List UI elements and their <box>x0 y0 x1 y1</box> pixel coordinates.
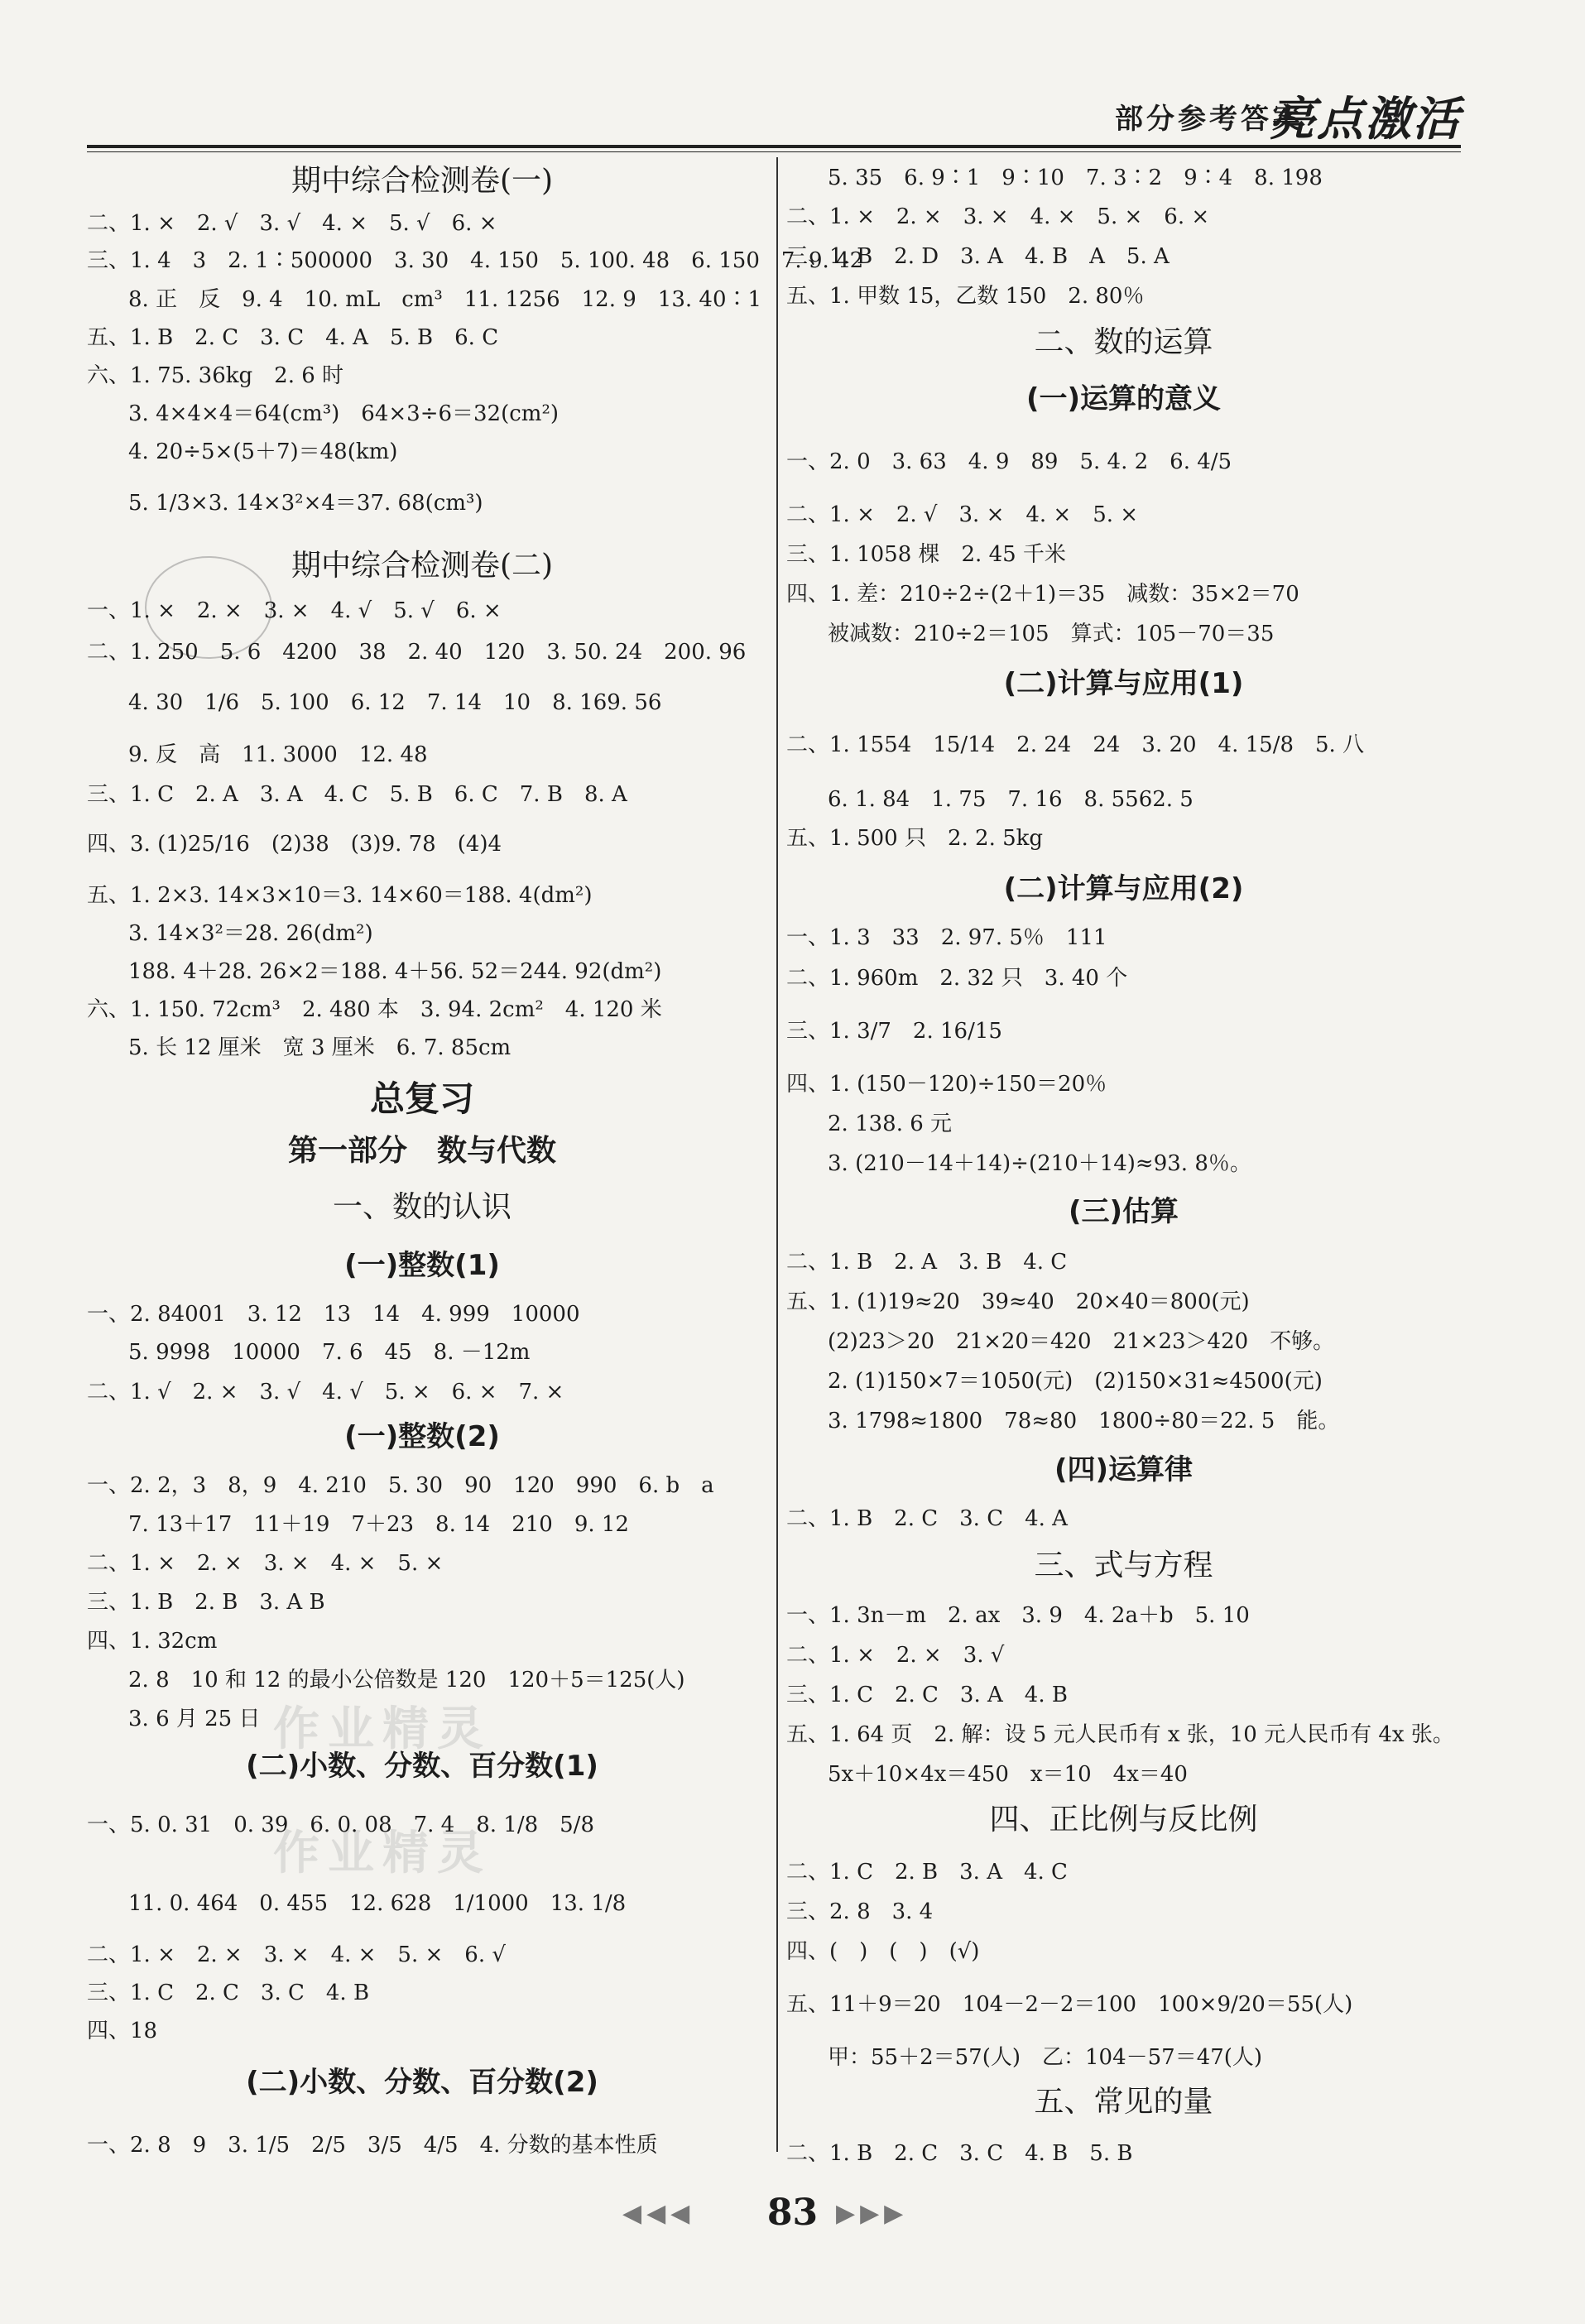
answer-line: 一、1. 3n－m 2. ax 3. 9 4. 2a＋b 5. 10 <box>786 1603 1250 1628</box>
answer-line: 6. 1. 84 1. 75 7. 16 8. 5562. 5 <box>828 787 1194 812</box>
section-title: 期中综合检测卷(二) <box>291 549 554 583</box>
answer-line: 甲：55＋2＝57(人) 乙：104－57＝47(人) <box>828 2045 1263 2070</box>
answer-line: 三、1. C 2. C 3. A 4. B <box>786 1683 1068 1707</box>
answer-line: 二、1. × 2. √ 3. × 4. × 5. × <box>786 502 1139 527</box>
answer-line: 一、1. × 2. × 3. × 4. √ 5. √ 6. × <box>87 598 502 623</box>
answer-line: 三、1. C 2. C 3. C 4. B <box>87 1981 370 2005</box>
answer-line: 五、11＋9＝20 104－2－2＝100 100×9/20＝55(人) <box>786 1992 1353 2017</box>
answer-line: 二、1. 960m 2. 32 只 3. 40 个 <box>786 966 1128 991</box>
section-title: 期中综合检测卷(一) <box>291 164 554 198</box>
answer-line: 五、1. 500 只 2. 2. 5kg <box>786 826 1044 851</box>
watermark: 作业精灵 <box>273 1702 492 1756</box>
answer-line: 5. 1/3×3. 14×3²×4＝37. 68(cm³) <box>128 491 483 516</box>
watermark: 作业精灵 <box>273 1826 492 1880</box>
answer-line: 四、1. 差：210÷2÷(2＋1)＝35 减数：35×2＝70 <box>786 582 1299 607</box>
answer-line: 二、1. × 2. × 3. × 4. × 5. × 6. √ <box>87 1942 506 1967</box>
answer-line: 六、1. 150. 72cm³ 2. 480 本 3. 94. 2cm² 4. 120 米 <box>87 997 662 1022</box>
answer-line: 二、1. × 2. × 3. × 4. × 5. × 6. × <box>786 204 1210 229</box>
answer-line: 一、2. 0 3. 63 4. 9 89 5. 4. 2 6. 4/5 <box>786 449 1232 474</box>
answer-line: 一、2. 84001 3. 12 13 14 4. 999 10000 <box>87 1302 580 1327</box>
answer-line: 五、1. 2×3. 14×3×10＝3. 14×60＝188. 4(dm²) <box>87 883 593 908</box>
answer-line: 五、1. 64 页 2. 解：设 5 元人民币有 x 张，10 元人民币有 4x 张。 <box>786 1722 1454 1747</box>
answer-line: 二、1. 250 5. 6 4200 38 2. 40 120 3. 50. 24 200. 96 <box>87 640 747 665</box>
answer-line: 四、( ) ( ) (√) <box>786 1939 980 1964</box>
answer-line: 二、1. × 2. × 3. × 4. × 5. × <box>87 1551 444 1576</box>
answer-line: 5x＋10×4x＝450 x＝10 4x＝40 <box>828 1762 1188 1787</box>
answer-line: 五、1. 甲数 15，乙数 150 2. 80％ <box>786 284 1145 309</box>
answer-line: 8. 正 反 9. 4 10. mL cm³ 11. 1256 12. 9 13. 40∶1 <box>128 287 762 312</box>
chapter-title: 五、常见的量 <box>1034 2085 1213 2119</box>
answer-line: 3. (210－14＋14)÷(210＋14)≈93. 8％。 <box>828 1151 1251 1176</box>
subsection-title: (四)运算律 <box>1054 1453 1194 1486</box>
page-header <box>87 83 1461 149</box>
answer-line: 一、5. 0. 31 0. 39 6. 0. 08 7. 4 8. 1/8 5/8 <box>87 1813 594 1837</box>
header-rule-thin <box>87 151 1461 152</box>
answer-line: 二、1. C 2. B 3. A 4. C <box>786 1860 1068 1885</box>
answer-line: 5. 长 12 厘米 宽 3 厘米 6. 7. 85cm <box>128 1035 512 1060</box>
review-title: 总复习 <box>369 1078 474 1119</box>
answer-line: 3. 14×3²＝28. 26(dm²) <box>128 921 373 946</box>
header-title: 部分参考答案 <box>1115 103 1304 136</box>
answer-line: 7. 13＋17 11＋19 7＋23 8. 14 210 9. 12 <box>128 1512 629 1537</box>
answer-line: 3. 1798≈1800 78≈80 1800÷80＝22. 5 能。 <box>828 1409 1340 1433</box>
answer-line: 一、2. 8 9 3. 1/5 2/5 3/5 4/5 4. 分数的基本性质 <box>87 2133 658 2158</box>
answer-line: 一、1. 3 33 2. 97. 5％ 111 <box>786 925 1107 950</box>
header-rule <box>87 145 1461 148</box>
answer-line: 三、1. 3/7 2. 16/15 <box>786 1019 1002 1044</box>
answer-line: 3. 6 月 25 日 <box>128 1707 261 1731</box>
answer-line: 188. 4＋28. 26×2＝188. 4＋56. 52＝244. 92(dm²) <box>128 959 662 984</box>
subsection-title: (二)计算与应用(2) <box>1003 872 1244 905</box>
chapter-title: 二、数的运算 <box>1034 325 1213 359</box>
answer-line: 4. 20÷5×(5＋7)＝48(km) <box>128 439 398 464</box>
chapter-title: 四、正比例与反比例 <box>989 1803 1258 1837</box>
subsection-title: (二)小数、分数、百分数(2) <box>246 2066 598 2099</box>
prev-arrows-icon: ◀◀◀ <box>622 2199 695 2228</box>
answer-line: 二、1. B 2. C 3. C 4. B 5. B <box>786 2141 1133 2166</box>
answer-line: 五、1. B 2. C 3. C 4. A 5. B 6. C <box>87 325 499 350</box>
answer-line: 三、2. 8 3. 4 <box>786 1899 934 1924</box>
subsection-title: (一)整数(1) <box>344 1249 500 1282</box>
answer-line: 三、1. B 2. D 3. A 4. B A 5. A <box>786 244 1170 269</box>
brand-logo: 亮点激活 <box>1269 92 1461 146</box>
answer-line: 二、1. B 2. C 3. C 4. A <box>786 1506 1068 1531</box>
answer-line: 3. 4×4×4＝64(cm³) 64×3÷6＝32(cm²) <box>128 401 560 426</box>
answer-line: 一、2. 2，3 8，9 4. 210 5. 30 90 120 990 6. b a <box>87 1473 714 1498</box>
answer-line: 五、1. (1)19≈20 39≈40 20×40＝800(元) <box>786 1289 1250 1314</box>
answer-line: 三、1. 1058 棵 2. 45 千米 <box>786 542 1066 567</box>
subsection-title: (一)运算的意义 <box>1025 382 1222 415</box>
answer-line: (2)23＞20 21×20＝420 21×23＞420 不够。 <box>828 1329 1335 1354</box>
answer-line: 11. 0. 464 0. 455 12. 628 1/1000 13. 1/8 <box>128 1891 627 1916</box>
subsection-title: (二)小数、分数、百分数(1) <box>246 1750 598 1783</box>
answer-line: 5. 35 6. 9∶1 9∶10 7. 3∶2 9∶4 8. 198 <box>828 166 1323 190</box>
answer-line: 四、3. (1)25/16 (2)38 (3)9. 78 (4)4 <box>87 832 502 857</box>
answer-line: 二、1. √ 2. × 3. √ 4. √ 5. × 6. × 7. × <box>87 1380 564 1404</box>
answer-line: 4. 30 1/6 5. 100 6. 12 7. 14 10 8. 169. 56 <box>128 690 662 715</box>
chapter-title: 三、式与方程 <box>1034 1549 1213 1582</box>
answer-line: 四、1. (150－120)÷150＝20％ <box>786 1072 1107 1097</box>
answer-line: 三、1. 4 3 2. 1∶500000 3. 30 4. 150 5. 100. 48 6. 150 7. 9. 42 <box>87 248 864 273</box>
answer-line: 二、1. B 2. A 3. B 4. C <box>786 1250 1068 1275</box>
subsection-title: (一)整数(2) <box>344 1420 500 1453</box>
subsection-title: (二)计算与应用(1) <box>1003 667 1244 700</box>
answer-line: 二、1. 1554 15/14 2. 24 24 3. 20 4. 15/8 5. 八 <box>786 732 1365 757</box>
answer-line: 2. 8 10 和 12 的最小公倍数是 120 120＋5＝125(人) <box>128 1668 685 1693</box>
answer-line: 2. 138. 6 元 <box>828 1112 953 1136</box>
answer-line: 二、1. × 2. √ 3. √ 4. × 5. √ 6. × <box>87 211 497 236</box>
answer-line: 二、1. × 2. × 3. √ <box>786 1643 1005 1668</box>
answer-line: 三、1. C 2. A 3. A 4. C 5. B 6. C 7. B 8. A <box>87 782 627 807</box>
answer-line: 三、1. B 2. B 3. A B <box>87 1590 325 1615</box>
answer-line: 四、18 <box>87 2019 158 2043</box>
answer-line: 9. 反 高 11. 3000 12. 48 <box>128 742 428 767</box>
subsection-title: (三)估算 <box>1068 1195 1179 1228</box>
part-title: 第一部分 数与代数 <box>287 1134 556 1168</box>
answer-line: 四、1. 32cm <box>87 1629 218 1654</box>
next-arrows-icon: ▶▶▶ <box>836 2199 909 2228</box>
column-divider <box>776 157 778 2152</box>
page-number: 83 <box>766 2192 819 2234</box>
answer-line: 2. (1)150×7＝1050(元) (2)150×31≈4500(元) <box>828 1369 1323 1394</box>
answer-line: 被减数：210÷2＝105 算式：105－70＝35 <box>828 622 1275 646</box>
answer-line: 5. 9998 10000 7. 6 45 8. －12m <box>128 1340 531 1365</box>
answer-line: 六、1. 75. 36kg 2. 6 时 <box>87 363 344 388</box>
chapter-title: 一、数的认识 <box>332 1190 512 1224</box>
